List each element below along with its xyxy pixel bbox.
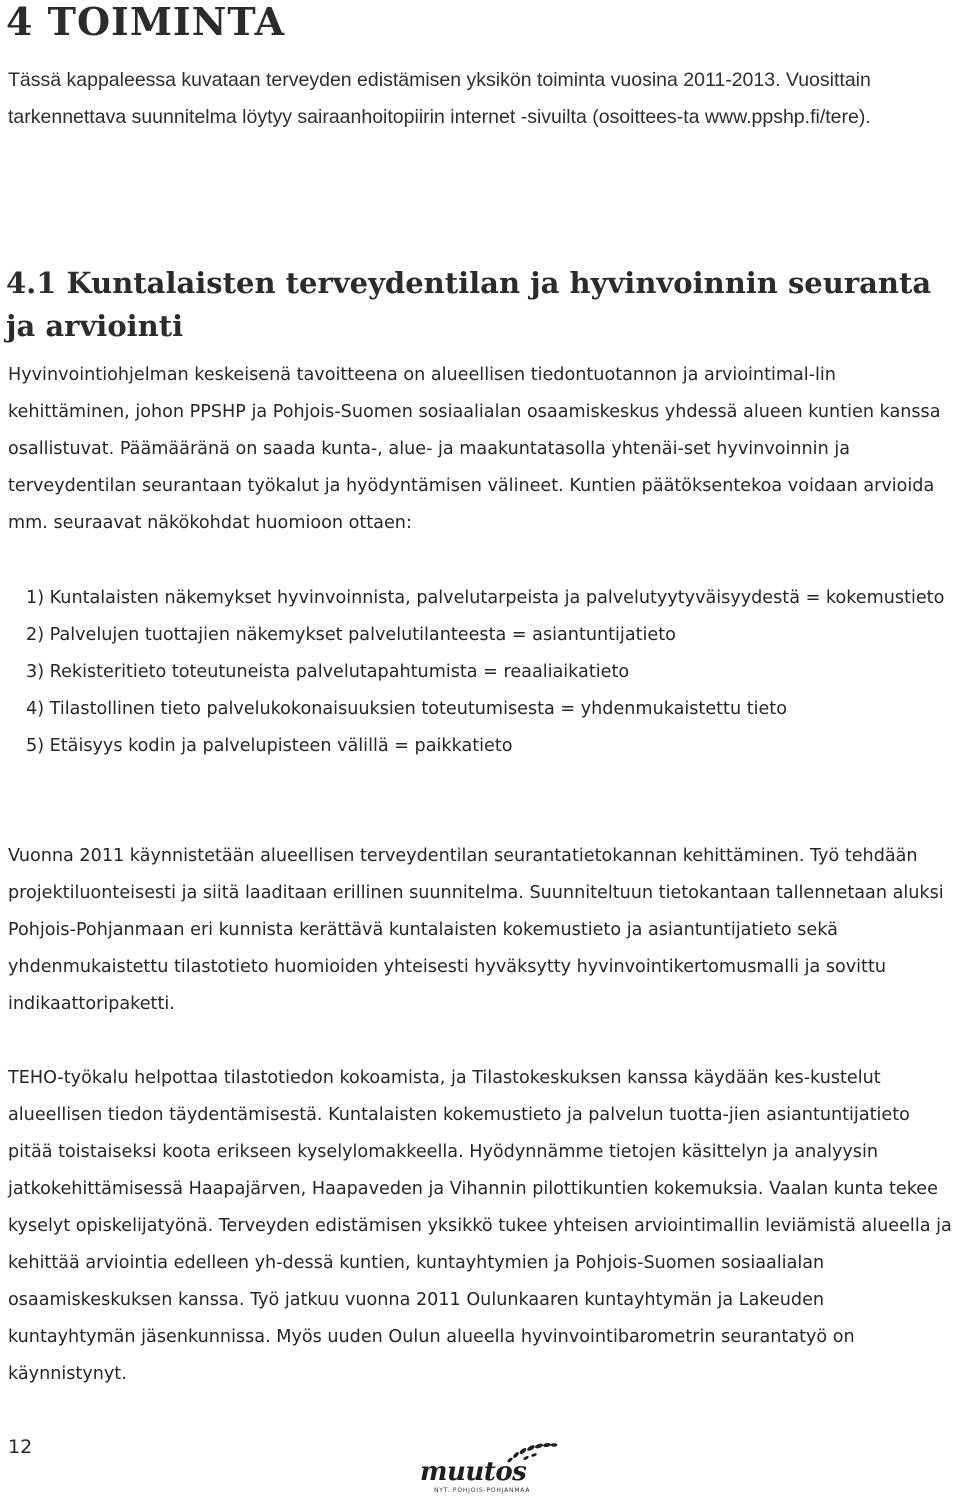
chapter-title: 4 TOIMINTA (6, 0, 286, 44)
section-paragraph-2: Vuonna 2011 käynnistetään alueellisen terveydentilan seurantatietokannan kehittäminen. Työ tehdään projektiluonteisesti ja siitä laaditaan erillinen suunnitelma. Suunniteltuun tietokantaan tallennetaan aluksi Pohjois-Pohjanmaan eri kunnista kerättävä kuntalaisten kokemustieto ja asiantuntijatieto sekä yhdenmukaistettu tilastotieto huomioiden yhteisesti hyväksytty hyvinvointikertomusmalli ja sovittu indikaattoripaketti. (8, 846, 944, 1014)
list-item: 2) Palvelujen tuottajien näkemykset palvelutilanteesta = asiantuntijatieto (26, 625, 676, 645)
muutos-logo (418, 1440, 558, 1500)
list-item: 1) Kuntalaisten näkemykset hyvinvoinnista, palvelutarpeista ja palvelutyytyväisyydestä = kokemustieto (26, 588, 945, 608)
section-paragraph-3: TEHO-työkalu helpottaa tilastotiedon kokoamista, ja Tilastokeskuksen kanssa käydään kes-kustelut alueellisen tiedon täydentämisestä. Kuntalaisten kokemustieto ja palvelun tuotta-jien asiantuntijatieto pitää toistaiseksi koota erikseen kyselylomakkeella. Hyödynnämme tietojen käsittelyn ja analyysin jatkokehittämisessä Haapajärven, Haapaveden ja Vihannin pilottikuntien kokemuksia. Vaalan kunta tekee kyselyt opiskelijatyönä. Terveyden edistämisen yksikkö tukee yhteisen arviointimallin leviämistä alueella ja kehittää arviointia edelleen yh-dessä kuntien, kuntayhtymien ja Pohjois-Suomen sosiaalialan osaamiskeskuksen kanssa. Työ jatkuu vuonna 2011 Oulunkaaren kuntayhtymän ja Lakeuden kuntayhtymän jäsenkunnissa. Myös uuden Oulun alueella hyvinvointibarometrin seurantatyö on käynnistynyt. (8, 1068, 952, 1384)
list-item: 4) Tilastollinen tieto palvelukokonaisuuksien toteutumisesta = yhdenmukaistettu tieto (26, 699, 787, 719)
list-item: 3) Rekisteritieto toteutuneista palvelutapahtumista = reaaliaikatieto (26, 662, 630, 682)
page-number: 12 (8, 1436, 33, 1458)
section-paragraph-1: Hyvinvointiohjelman keskeisenä tavoitteena on alueellisen tiedontuotannon ja arviointimal-lin kehittäminen, johon PPSHP ja Pohjois-Suomen sosiaalialan osaamiskeskus yhdessä alueen kuntien kanssa osallistuvat. Päämääränä on saada kunta-, alue- ja maakuntatasolla yhtenäi-set hyvinvoinnin ja terveydentilan seurantaan työkalut ja hyödyntämisen välineet. Kuntien päätöksentekoa voidaan arvioida mm. seuraavat näkökohdat huomioon ottaen: (8, 365, 941, 533)
chapter-intro: Tässä kappaleessa kuvataan terveyden edistämisen yksikön toiminta vuosina 2011-2013. Vuosittain tarkennettava suunnitelma löytyy sairaanhoitopiirin internet -sivuilta (osoittees-ta www.ppshp.fi/tere). (8, 69, 871, 128)
section-title: 4.1 Kuntalaisten terveydentilan ja hyvinvoinnin seuranta ja arviointi (6, 266, 932, 343)
logo-tagline: NYT. POHJOIS-POHJANMAA (434, 1487, 531, 1494)
logo-word: muutos (420, 1457, 527, 1487)
list-item: 5) Etäisyys kodin ja palvelupisteen välillä = paikkatieto (26, 736, 513, 756)
viewpoint-list (26, 580, 946, 765)
